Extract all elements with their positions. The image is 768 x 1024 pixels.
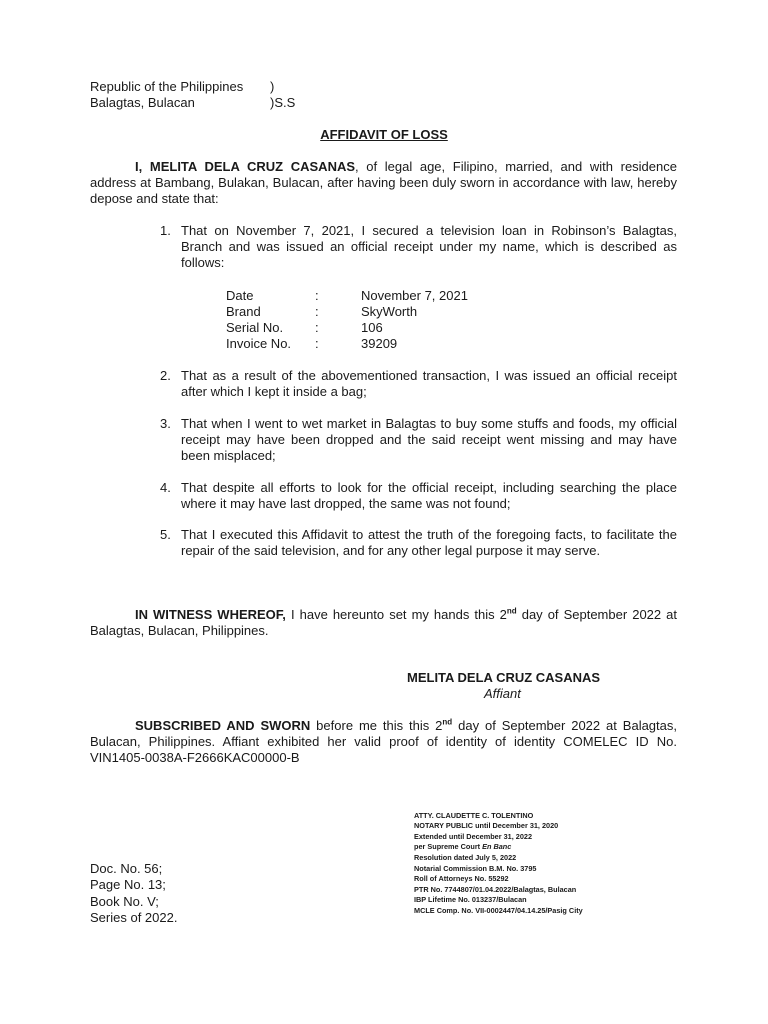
item-number: 2. bbox=[160, 368, 171, 383]
item-number: 3. bbox=[160, 416, 171, 431]
intro-paragraph bbox=[90, 159, 677, 207]
notary-line: Notarial Commission B.M. No. 3795 bbox=[414, 864, 537, 873]
receipt-label: Brand bbox=[226, 304, 261, 319]
subscribed-sup: nd bbox=[442, 717, 453, 727]
item-text: That I executed this Affidavit to attest the truth of the foregoing facts, to facilitate the repair of the said television, and for any other legal purpose it may serve. bbox=[181, 527, 677, 558]
receipt-sep: : bbox=[315, 336, 319, 351]
receipt-sep: : bbox=[315, 288, 319, 303]
subscribed-lead: SUBSCRIBED AND SWORN bbox=[135, 718, 311, 733]
notary-line: NOTARY PUBLIC until December 31, 2020 bbox=[414, 821, 559, 830]
book-number: Book No. V; bbox=[90, 894, 159, 909]
item-text: That on November 7, 2021, I secured a television loan in Robinson’s Balagtas, Branch and was issued an official receipt under my name, which is described as follows: bbox=[181, 223, 677, 270]
receipt-value: November 7, 2021 bbox=[361, 288, 468, 303]
receipt-value: 106 bbox=[361, 320, 383, 335]
receipt-label: Serial No. bbox=[226, 320, 284, 335]
venue-municipality: Balagtas, Bulacan bbox=[90, 95, 195, 110]
witness-text-a: I have hereunto set my hands this 2 bbox=[285, 607, 507, 622]
intro-lead: I, bbox=[135, 159, 143, 174]
witness-lead: IN WITNESS WHEREOF, bbox=[135, 607, 286, 622]
page-title: AFFIDAVIT OF LOSS bbox=[320, 127, 448, 142]
notary-line-text: per Supreme Court bbox=[414, 842, 483, 851]
receipt-sep: : bbox=[315, 304, 319, 319]
item-text: That despite all efforts to look for the official receipt, including searching the place where it may have last dropped, the same was not found; bbox=[181, 480, 677, 511]
notary-name: ATTY. CLAUDETTE C. TOLENTINO bbox=[414, 811, 534, 820]
doc-number: Doc. No. 56; bbox=[90, 861, 163, 876]
witness-text-b: day of September 2022 at Balagtas, Bulacan, Philippines. bbox=[90, 607, 678, 638]
notary-line: IBP Lifetime No. 013237/Bulacan bbox=[414, 895, 527, 904]
intro-text: , of legal age, Filipino, married, and with residence address at Bambang, Bulakan, Bulacan, after having been duly sworn in accordance with law, hereby depose and state that: bbox=[90, 159, 677, 206]
notary-line-italic: En Banc bbox=[482, 842, 512, 851]
item-number: 4. bbox=[160, 480, 171, 495]
notary-line bbox=[414, 842, 511, 853]
witness-paragraph bbox=[90, 607, 677, 639]
page-number: Page No. 13; bbox=[90, 877, 166, 892]
subscribed-text-a: before me this this 2 bbox=[310, 718, 443, 733]
receipt-value: SkyWorth bbox=[361, 304, 418, 319]
receipt-label: Date bbox=[226, 288, 254, 303]
series-year: Series of 2022. bbox=[90, 910, 178, 925]
receipt-value: 39209 bbox=[361, 336, 398, 351]
venue-ss: )S.S bbox=[270, 95, 296, 110]
affiant-name-inline: MELITA DELA CRUZ CASANAS bbox=[149, 159, 356, 174]
subscribed-text-b: day of September 2022 at Balagtas, Bulacan, Philippines. Affiant exhibited her valid proof of identity of identity COMELEC ID No. VIN1405-0038A-F2666KAC00000-B bbox=[90, 718, 677, 765]
notary-line: Resolution dated July 5, 2022 bbox=[414, 853, 517, 862]
item-text: That as a result of the abovementioned transaction, I was issued an official receipt after which I kept it inside a bag; bbox=[181, 368, 677, 399]
notary-line: Extended until December 31, 2022 bbox=[414, 832, 533, 841]
affiant-role: Affiant bbox=[484, 686, 521, 701]
item-number: 5. bbox=[160, 527, 171, 542]
item-text: That when I went to wet market in Balagtas to buy some stuffs and foods, my official receipt may have been dropped and the said receipt went missing and may have been misplaced; bbox=[181, 416, 677, 463]
item-number: 1. bbox=[160, 223, 171, 238]
notary-line: Roll of Attorneys No. 55292 bbox=[414, 874, 509, 883]
affiant-name: MELITA DELA CRUZ CASANAS bbox=[407, 670, 601, 685]
receipt-label: Invoice No. bbox=[226, 336, 292, 351]
subscribed-paragraph bbox=[90, 718, 677, 766]
receipt-sep: : bbox=[315, 320, 319, 335]
notary-line: MCLE Comp. No. VII-0002447/04.14.25/Pasig City bbox=[414, 906, 583, 915]
venue-republic: Republic of the Philippines bbox=[90, 79, 244, 94]
notary-line: PTR No. 7744807/01.04.2022/Balagtas, Bulacan bbox=[414, 885, 577, 894]
venue-paren: ) bbox=[270, 79, 275, 94]
witness-sup: nd bbox=[506, 606, 517, 616]
